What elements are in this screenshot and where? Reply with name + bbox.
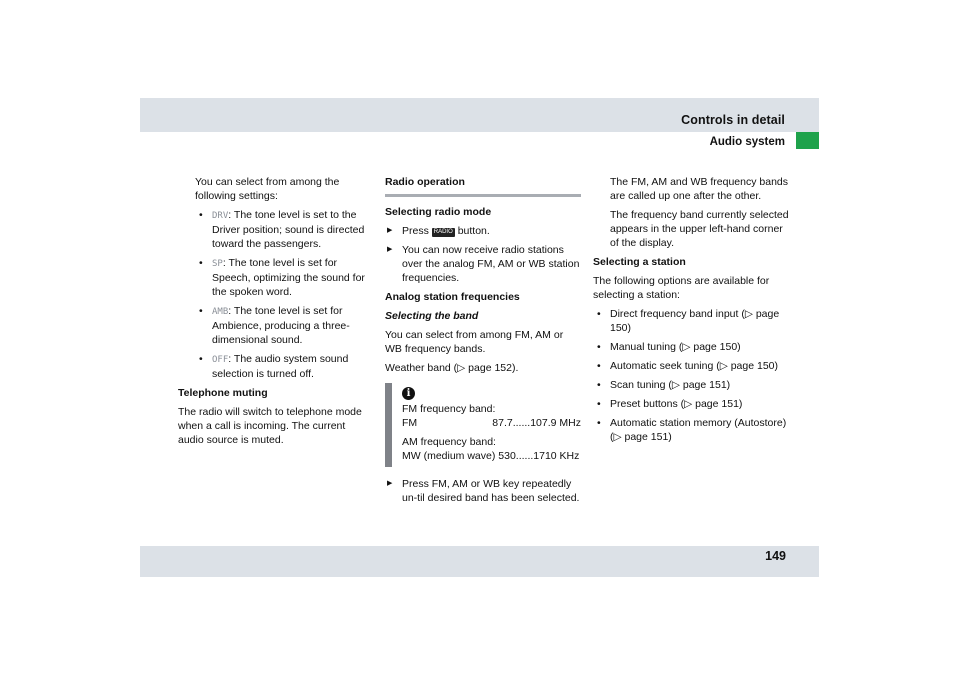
fm-band-row [402,416,581,430]
selecting-station-heading: Selecting a station [593,256,686,268]
list-item [195,256,372,299]
list-item: • Automatic station memory (Autostore) (▷ page 151) [593,416,789,444]
list-item [195,304,372,347]
radio-steps [385,224,581,285]
selecting-band-heading: Selecting the band [385,310,479,322]
setting-code: OFF [212,355,229,365]
column-1 [178,175,372,452]
analog-frequencies-heading: Analog station frequencies [385,291,520,303]
list-item [195,208,372,251]
band-display-text: The frequency band currently selected appears in the upper left-hand corner of the display. [610,209,789,249]
telephone-muting-text: The radio will switch to telephone mode when a call is incoming. The current audio source is muted. [178,406,362,446]
station-options-intro: The following options are available for selecting a station: [593,275,770,301]
info-icon: i [402,387,415,400]
weather-band-text: Weather band (▷ page 152). [385,362,519,374]
station-options-list [593,307,789,444]
fm-band-name: FM [402,417,418,429]
am-band-label: AM frequency band: [402,436,496,448]
info-bar [385,383,392,467]
column-3 [593,175,789,449]
am-band-range: MW (medium wave) 530......1710 KHz [402,450,580,462]
setting-text: : The audio system sound selection is turned off. [212,353,349,380]
setting-text: : The tone level is set to the Driver position; sound is directed toward the passengers. [212,209,365,250]
list-item: • Manual tuning (▷ page 150) [593,340,789,354]
fm-band-label: FM frequency band: [402,403,496,415]
chapter-title: Controls in detail [681,113,785,127]
setting-text: : The tone level is set for Ambience, producing a three-dimensional sound. [212,305,350,346]
section-tab-marker [796,132,819,149]
fm-band-range: 87.7......107.9 MHz [492,417,581,429]
list-item: ▶ You can now receive radio stations over the analog FM, AM or WB station frequencies. [385,243,581,285]
setting-text: : The tone level is set for Speech, optimizing the sound for the spoken word. [212,257,365,298]
list-item [195,352,372,381]
setting-code: SP [212,259,223,269]
list-item: ▶ Press FM, AM or WB key repeatedly un-til desired band has been selected. [385,477,581,505]
selecting-radio-mode-heading: Selecting radio mode [385,206,492,218]
setting-code: DRV [212,211,229,221]
list-item: • Preset buttons (▷ page 151) [593,397,789,411]
info-box [385,383,581,467]
list-item: • Automatic seek tuning (▷ page 150) [593,359,789,373]
band-text: You can select from among FM, AM or WB frequency bands. [385,329,564,355]
column-2 [385,175,581,510]
list-item: • Direct frequency band input (▷ page 150) [593,307,789,335]
bands-called-text: The FM, AM and WB frequency bands are called up one after the other. [610,176,788,202]
list-item: ▶ Press RADIO button. [385,224,581,238]
section-title: Audio system [709,136,785,148]
setting-code: AMB [212,307,229,317]
band-steps [385,477,581,505]
settings-list [178,208,372,381]
radio-operation-heading: Radio operation [385,175,581,197]
footer-band [140,546,819,577]
list-item: • Scan tuning (▷ page 151) [593,378,789,392]
radio-key-icon: RADIO [433,229,453,235]
telephone-muting-heading: Telephone muting [178,387,268,399]
settings-intro: You can select from among the following settings: [195,176,340,202]
page-number: 149 [765,549,786,563]
